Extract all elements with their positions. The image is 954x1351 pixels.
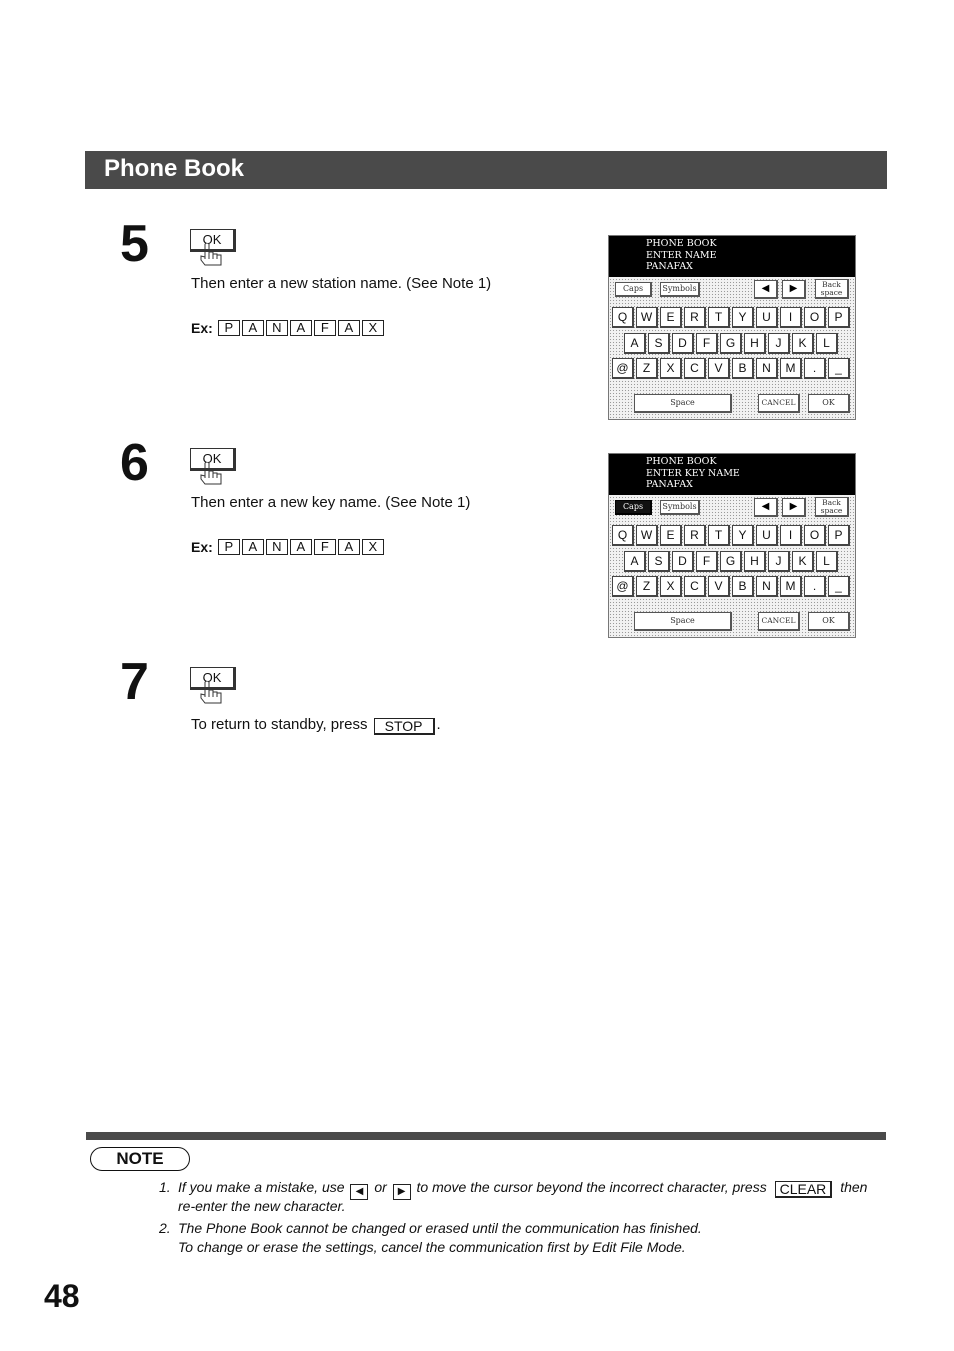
keyboard-key[interactable]: F	[696, 333, 718, 354]
keyboard-key[interactable]: Q	[612, 307, 634, 328]
symbols-button[interactable]: Symbols	[660, 282, 700, 297]
note-item-2-line-2: To change or erase the settings, cancel the communication first by Edit File Mode.	[178, 1239, 686, 1255]
keyboard-key[interactable]: H	[744, 551, 766, 572]
keyboard-key[interactable]: W	[636, 525, 658, 546]
example-letter-key: A	[338, 539, 360, 555]
ok-key-press	[190, 448, 234, 494]
keyboard-key[interactable]: P	[828, 307, 850, 328]
keyboard-key[interactable]: C	[684, 576, 706, 597]
keyboard-key[interactable]: L	[816, 551, 838, 572]
keyboard-key[interactable]: B	[732, 358, 754, 379]
ok-key-press	[190, 667, 234, 713]
example-letter-key: A	[242, 539, 264, 555]
keyboard-key[interactable]: A	[624, 551, 646, 572]
step-number-6: 6	[120, 434, 149, 492]
step-7-text-after: .	[436, 716, 441, 733]
keyboard-key[interactable]: K	[792, 551, 814, 572]
keyboard-key[interactable]: V	[708, 576, 730, 597]
lcd-header	[609, 454, 855, 495]
keyboard-key[interactable]: O	[804, 307, 826, 328]
keyboard-key[interactable]: D	[672, 333, 694, 354]
keyboard-key[interactable]: V	[708, 358, 730, 379]
lcd-header	[609, 236, 855, 277]
keyboard-key[interactable]: N	[756, 576, 778, 597]
lcd-screen-enter-key-name	[608, 453, 856, 638]
keyboard-key[interactable]: S	[648, 551, 670, 572]
step-5-instruction: Then enter a new station name. (See Note 1)	[191, 275, 492, 292]
keyboard-key[interactable]: @	[612, 576, 634, 597]
caps-button[interactable]: Caps	[615, 282, 652, 297]
keyboard-key[interactable]: N	[756, 358, 778, 379]
screen-ok-button[interactable]: OK	[808, 394, 850, 413]
backspace-button[interactable]	[815, 279, 849, 299]
section-title-bar	[85, 151, 887, 189]
keyboard-key[interactable]: M	[780, 358, 802, 379]
backspace-label-line: Back	[822, 498, 841, 507]
keyboard-key[interactable]: D	[672, 551, 694, 572]
cursor-right-button[interactable]: ▶	[782, 498, 806, 517]
example-letter-key: X	[362, 539, 384, 555]
step-7-text-before: To return to standby, press	[191, 716, 368, 733]
keyboard-key[interactable]: O	[804, 525, 826, 546]
example-letter-key: A	[290, 539, 312, 555]
example-label: Ex:	[191, 320, 213, 336]
lcd-screen-enter-name	[608, 235, 856, 420]
cancel-button[interactable]: CANCEL	[758, 394, 800, 413]
ok-key-label: OK	[190, 448, 236, 471]
lcd-line: PHONE BOOK	[646, 456, 717, 467]
note-text: to move the cursor beyond the incorrect character, press	[416, 1179, 767, 1195]
keyboard-key[interactable]: B	[732, 576, 754, 597]
keyboard-key[interactable]: @	[612, 358, 634, 379]
example-letter-key: N	[266, 539, 288, 555]
keyboard-key[interactable]: T	[708, 307, 730, 328]
keyboard-key[interactable]: R	[684, 525, 706, 546]
keyboard-key[interactable]: Q	[612, 525, 634, 546]
keyboard-key[interactable]: G	[720, 551, 742, 572]
backspace-button[interactable]	[815, 497, 849, 517]
keyboard-key[interactable]: X	[660, 576, 682, 597]
keyboard-key[interactable]: Z	[636, 576, 658, 597]
keyboard-key[interactable]: _	[828, 576, 850, 597]
step-6-instruction: Then enter a new key name. (See Note 1)	[191, 494, 471, 511]
caps-button[interactable]: Caps	[615, 500, 652, 515]
note-item-1-line-2: re-enter the new character.	[178, 1198, 346, 1214]
keyboard-key[interactable]: F	[696, 551, 718, 572]
page-number: 48	[44, 1278, 80, 1314]
note-badge: NOTE	[90, 1147, 190, 1171]
example-letter-key: A	[290, 320, 312, 336]
keyboard-key[interactable]: U	[756, 307, 778, 328]
example-letter-key: F	[314, 320, 336, 336]
keyboard-key[interactable]: _	[828, 358, 850, 379]
keyboard-key[interactable]: E	[660, 307, 682, 328]
keyboard-key[interactable]: U	[756, 525, 778, 546]
step-5-example	[191, 319, 386, 337]
example-letter-key: F	[314, 539, 336, 555]
backspace-label-line: space	[820, 506, 843, 515]
clear-key: CLEAR	[775, 1181, 833, 1198]
pressing-finger-icon	[198, 243, 224, 271]
keyboard-key[interactable]: T	[708, 525, 730, 546]
section-title: Phone Book	[104, 155, 245, 182]
example-letter-key: A	[242, 320, 264, 336]
keyboard-key[interactable]: J	[768, 551, 790, 572]
example-letter-key: P	[218, 539, 240, 555]
note-text: If you make a mistake, use	[178, 1179, 345, 1195]
keyboard-key[interactable]: R	[684, 307, 706, 328]
step-6-example	[191, 538, 386, 556]
backspace-label-line: space	[820, 288, 843, 297]
step-number-7: 7	[120, 653, 149, 711]
keyboard-key[interactable]: X	[660, 358, 682, 379]
stop-key: STOP	[374, 718, 435, 735]
example-letter-key: N	[266, 320, 288, 336]
note-item-2-line-1: The Phone Book cannot be changed or erased until the communication has finished.	[178, 1220, 702, 1236]
keyboard-key[interactable]: M	[780, 576, 802, 597]
right-arrow-key: ▶	[393, 1184, 411, 1200]
example-letter-key: X	[362, 320, 384, 336]
note-item-number: 1.	[159, 1179, 171, 1195]
keyboard-key[interactable]: G	[720, 333, 742, 354]
cancel-button[interactable]: CANCEL	[758, 612, 800, 631]
keyboard-key[interactable]: P	[828, 525, 850, 546]
lcd-line: ENTER KEY NAME	[646, 467, 740, 479]
keyboard-key[interactable]: .	[804, 576, 826, 597]
keyboard-key[interactable]: H	[744, 333, 766, 354]
keyboard-key[interactable]: K	[792, 333, 814, 354]
note-item-1-line-1	[178, 1179, 867, 1200]
note-item-number: 2.	[159, 1220, 171, 1236]
step-number-5: 5	[120, 215, 149, 273]
note-divider	[86, 1132, 886, 1140]
cursor-left-button[interactable]: ◀	[754, 498, 778, 517]
step-7-instruction	[191, 716, 441, 735]
cursor-left-button[interactable]: ◀	[754, 280, 778, 299]
left-arrow-key: ◀	[350, 1184, 368, 1200]
cursor-right-button[interactable]: ▶	[782, 280, 806, 299]
keyboard-key[interactable]: L	[816, 333, 838, 354]
ok-key-press	[190, 229, 234, 275]
example-letter-key: P	[218, 320, 240, 336]
keyboard-key[interactable]: E	[660, 525, 682, 546]
keyboard-key[interactable]: Y	[732, 525, 754, 546]
note-text: or	[374, 1179, 387, 1195]
pressing-finger-icon	[198, 681, 224, 709]
ok-key-label: OK	[190, 667, 236, 690]
example-letter-key: A	[338, 320, 360, 336]
lcd-line: PANAFAX	[646, 261, 693, 272]
space-button[interactable]: Space	[634, 394, 732, 413]
keyboard-key[interactable]: Z	[636, 358, 658, 379]
keyboard-key[interactable]: C	[684, 358, 706, 379]
ok-key-label: OK	[190, 229, 236, 252]
note-text: then	[840, 1179, 868, 1195]
example-label: Ex:	[191, 539, 213, 555]
lcd-line: PANAFAX	[646, 479, 693, 490]
keyboard-key[interactable]: I	[780, 525, 802, 546]
keyboard-key[interactable]: J	[768, 333, 790, 354]
pressing-finger-icon	[198, 462, 224, 490]
symbols-button[interactable]: Symbols	[660, 500, 700, 515]
keyboard-key[interactable]: Y	[732, 307, 754, 328]
lcd-line: PHONE BOOK	[646, 238, 717, 249]
keyboard-key[interactable]: A	[624, 333, 646, 354]
screen-ok-button[interactable]: OK	[808, 612, 850, 631]
keyboard-key[interactable]: W	[636, 307, 658, 328]
space-button[interactable]: Space	[634, 612, 732, 631]
keyboard-key[interactable]: .	[804, 358, 826, 379]
keyboard-key[interactable]: S	[648, 333, 670, 354]
backspace-label-line: Back	[822, 280, 841, 289]
lcd-line: ENTER NAME	[646, 249, 717, 261]
keyboard-key[interactable]: I	[780, 307, 802, 328]
